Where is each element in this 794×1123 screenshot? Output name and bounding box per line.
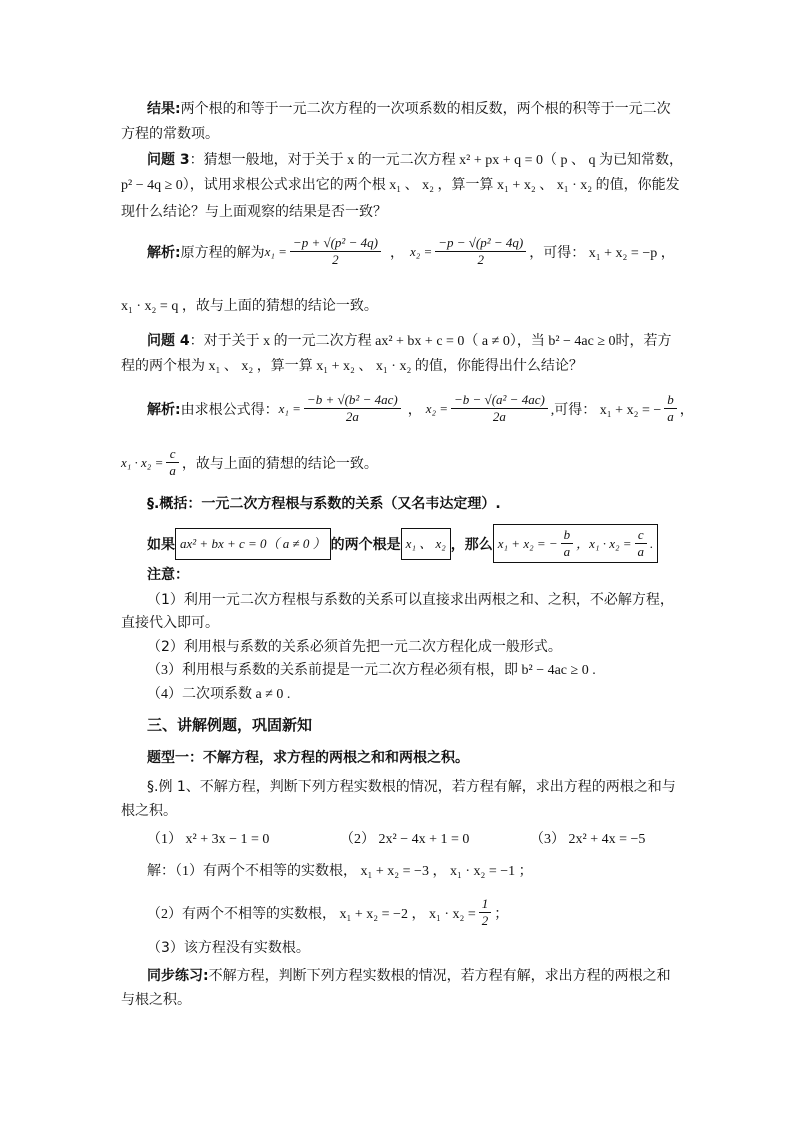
- note-3: （3）利用根与系数的关系前提是一元二次方程必须有根，即 b² − 4ac ≥ 0 .: [147, 663, 596, 678]
- section-3-title: 三、讲解例题，巩固新知: [147, 716, 313, 734]
- question4-line-2: 程的两个根为 x₁ 、 x₂ ，算一算 x₁ + x₂ 、 x₁ · x₂ 的值，你能得出什么结论？: [121, 359, 583, 374]
- question3-label: 问题 3: [147, 152, 190, 168]
- summary-then: ，那么: [450, 536, 493, 553]
- note-1-line-1: （1）利用一元二次方程根与系数的关系可以直接求出两根之和、之积，不必解方程，: [147, 592, 674, 608]
- answer-2-row: [147, 896, 508, 929]
- solution4-x1-lhs: x₁ =: [278, 400, 301, 416]
- example-1-equation-1: （1） x² + 3x − 1 = 0: [147, 832, 270, 847]
- summary-product-fraction: [635, 527, 648, 560]
- summary-statement: [147, 524, 658, 563]
- practice-line-1: [147, 967, 671, 985]
- summary-sum-numerator: b: [561, 527, 574, 544]
- summary-product-numerator: c: [635, 527, 648, 544]
- solution4-product-denominator: a: [169, 463, 176, 478]
- result-line-1: [147, 100, 671, 118]
- solution3-x1-fraction: [290, 235, 381, 268]
- question3-text-1: ：猜想一般地，对于关于 x 的一元二次方程 x² + px + q = 0（ p 、 q 为已知常数，: [189, 153, 684, 168]
- summary-result-end: .: [650, 535, 654, 551]
- answer-2-end: ；: [494, 906, 509, 922]
- summary-title: §.概括：一元二次方程根与系数的关系（又名韦达定理）.: [147, 496, 501, 512]
- question3-line-2: p² − 4q ≥ 0），试用求根公式求出它的两个根 x₁ 、 x₂ ，算一算 x₁ + x₂ 、 x₁ · x₂ 的值，你能发: [121, 178, 680, 193]
- example-1-equation-3: （3） 2x² + 4x = −5: [530, 832, 646, 847]
- note-4: （4）二次项系数 a ≠ 0 .: [147, 687, 291, 702]
- solution4-product-fraction: [166, 446, 179, 479]
- result-line-2: 方程的常数项。: [121, 126, 219, 142]
- solution4-label: 解析:: [147, 401, 181, 418]
- solution3-x2-lhs: x₂ =: [409, 243, 433, 259]
- solution3-x2-denominator: 2: [477, 252, 484, 267]
- solution4-row: 解析: 由求根公式得： x₁ = $\frac{\text{−b + √(b² − 4ac)}}{2a}$ ， x₂ = $\frac{\text{−b − √(a² − 4ac)}}{2a}$ ,可得： x₁ + x₂ = − $\frac{b}{a}$ ，: [147, 392, 694, 424]
- solution4-tail-numerator: b: [664, 392, 677, 409]
- summary-product-lhs: ，x₁ · x₂ =: [576, 535, 632, 551]
- summary-result-box: [493, 524, 659, 563]
- solution4-tail-denominator: a: [667, 409, 674, 424]
- solution4-x2-numerator: −b − √(a² − 4ac): [451, 392, 548, 409]
- solution3-intro: 原方程的解为: [180, 244, 265, 261]
- summary-roots-box: x₁ 、 x₂: [401, 528, 451, 560]
- solution3-x1-numerator: −p + √(p² − 4q): [290, 235, 381, 252]
- result-label: 结果:: [147, 101, 181, 117]
- question4-label: 问题 4: [147, 333, 190, 349]
- solution4-product-numerator: c: [166, 446, 179, 463]
- solution4-x2-fraction: [451, 392, 548, 425]
- solution4-product-lhs: x₁ · x₂ =: [121, 454, 164, 470]
- solution3-x2-fraction: [435, 235, 526, 268]
- solution4-intro: 由求根公式得：: [180, 401, 279, 418]
- question4-text-1: ：对于关于 x 的一元二次方程 ax² + bx + c = 0（ a ≠ 0），当 b² − 4ac ≥ 0时，若方: [189, 334, 672, 349]
- answer-2-numerator: 1: [479, 896, 492, 913]
- note-1-line-2: 直接代入即可。: [121, 615, 219, 631]
- question3-line-3: 现什么结论？与上面观察的结果是否一致？: [121, 204, 387, 220]
- type-1-title: 题型一：不解方程，求方程的两根之和和两根之积。: [147, 750, 469, 766]
- answer-2-text: （2）有两个不相等的实数根， x₁ + x₂ = −2 ， x₁ · x₂ =: [147, 906, 476, 922]
- solution4-x2-denominator: 2a: [492, 409, 506, 424]
- solution4-tail: ,可得： x₁ + x₂ = −: [550, 402, 662, 418]
- example-1-line-1: §.例 1、不解方程，判断下列方程实数根的情况，若方程有解，求出方程的两根之和与: [147, 779, 676, 795]
- practice-label: 同步练习:: [147, 968, 209, 984]
- result-text-1: 两个根的和等于一元二次方程的一次项系数的相反数，两个根的积等于一元二次: [180, 101, 671, 117]
- solution4-x1-numerator: −b + √(b² − 4ac): [304, 392, 401, 409]
- solution3-line-2: x₁ · x₂ = q ，故与上面的猜想的结论一致。: [121, 299, 378, 314]
- practice-text-1: 不解方程，判断下列方程实数根的情况，若方程有解，求出方程的两根之和: [208, 968, 671, 984]
- summary-if: 如果: [147, 536, 175, 553]
- notes-title: 注意：: [147, 567, 189, 583]
- solution3-x1-lhs: x₁ =: [264, 243, 287, 259]
- solution4-x1-fraction: [304, 392, 401, 425]
- summary-sum-lhs: x₁ + x₂ = −: [497, 535, 558, 551]
- solution4-x2-lhs: x₂ =: [425, 400, 449, 416]
- example-1-line-2: 根之积。: [121, 803, 177, 819]
- example-1-equation-2: （2） 2x² − 4x + 1 = 0: [340, 832, 470, 847]
- answer-1: 解：（1）有两个不相等的实数根， x₁ + x₂ = −3 ， x₁ · x₂ = −1 ；: [147, 864, 533, 879]
- summary-roots-text: 的两个根是: [330, 536, 401, 553]
- question3-line-1: [147, 151, 683, 170]
- solution3-x1-denominator: 2: [332, 252, 339, 267]
- solution3-x2-numerator: −p − √(p² − 4q): [435, 235, 526, 252]
- solution3-row: 解析: 原方程的解为 x₁ = $\frac{\text{−p + √(p² − 4q)}}{2}$ ， x₂ = $\frac{\text{−p − √(p² − 4q)}}{2}$ ，可得： x₁ + x₂ = −p ，: [147, 235, 675, 267]
- answer-2-fraction: [479, 896, 492, 929]
- solution3-label: 解析:: [147, 244, 181, 261]
- practice-line-2: 与根之积。: [121, 992, 191, 1008]
- solution4-x1-denominator: 2a: [345, 409, 359, 424]
- answer-2-denominator: 2: [481, 913, 489, 928]
- question4-line-1: [147, 332, 672, 351]
- note-2: （2）利用根与系数的关系必须首先把一元二次方程化成一般形式。: [147, 639, 562, 655]
- solution3-tail: ，可得： x₁ + x₂ = −p ，: [529, 245, 675, 261]
- summary-sum-denominator: a: [563, 544, 571, 559]
- summary-sum-fraction: [561, 527, 574, 560]
- summary-equation-box: ax² + bx + c = 0（ a ≠ 0 ）: [175, 528, 331, 560]
- summary-product-denominator: a: [637, 544, 645, 559]
- solution4-conclusion: ，故与上面的猜想的结论一致。: [181, 455, 378, 472]
- solution4-row-2: [121, 446, 378, 479]
- answer-3: （3）该方程没有实数根。: [147, 940, 310, 956]
- solution4-tail-fraction: [664, 392, 677, 425]
